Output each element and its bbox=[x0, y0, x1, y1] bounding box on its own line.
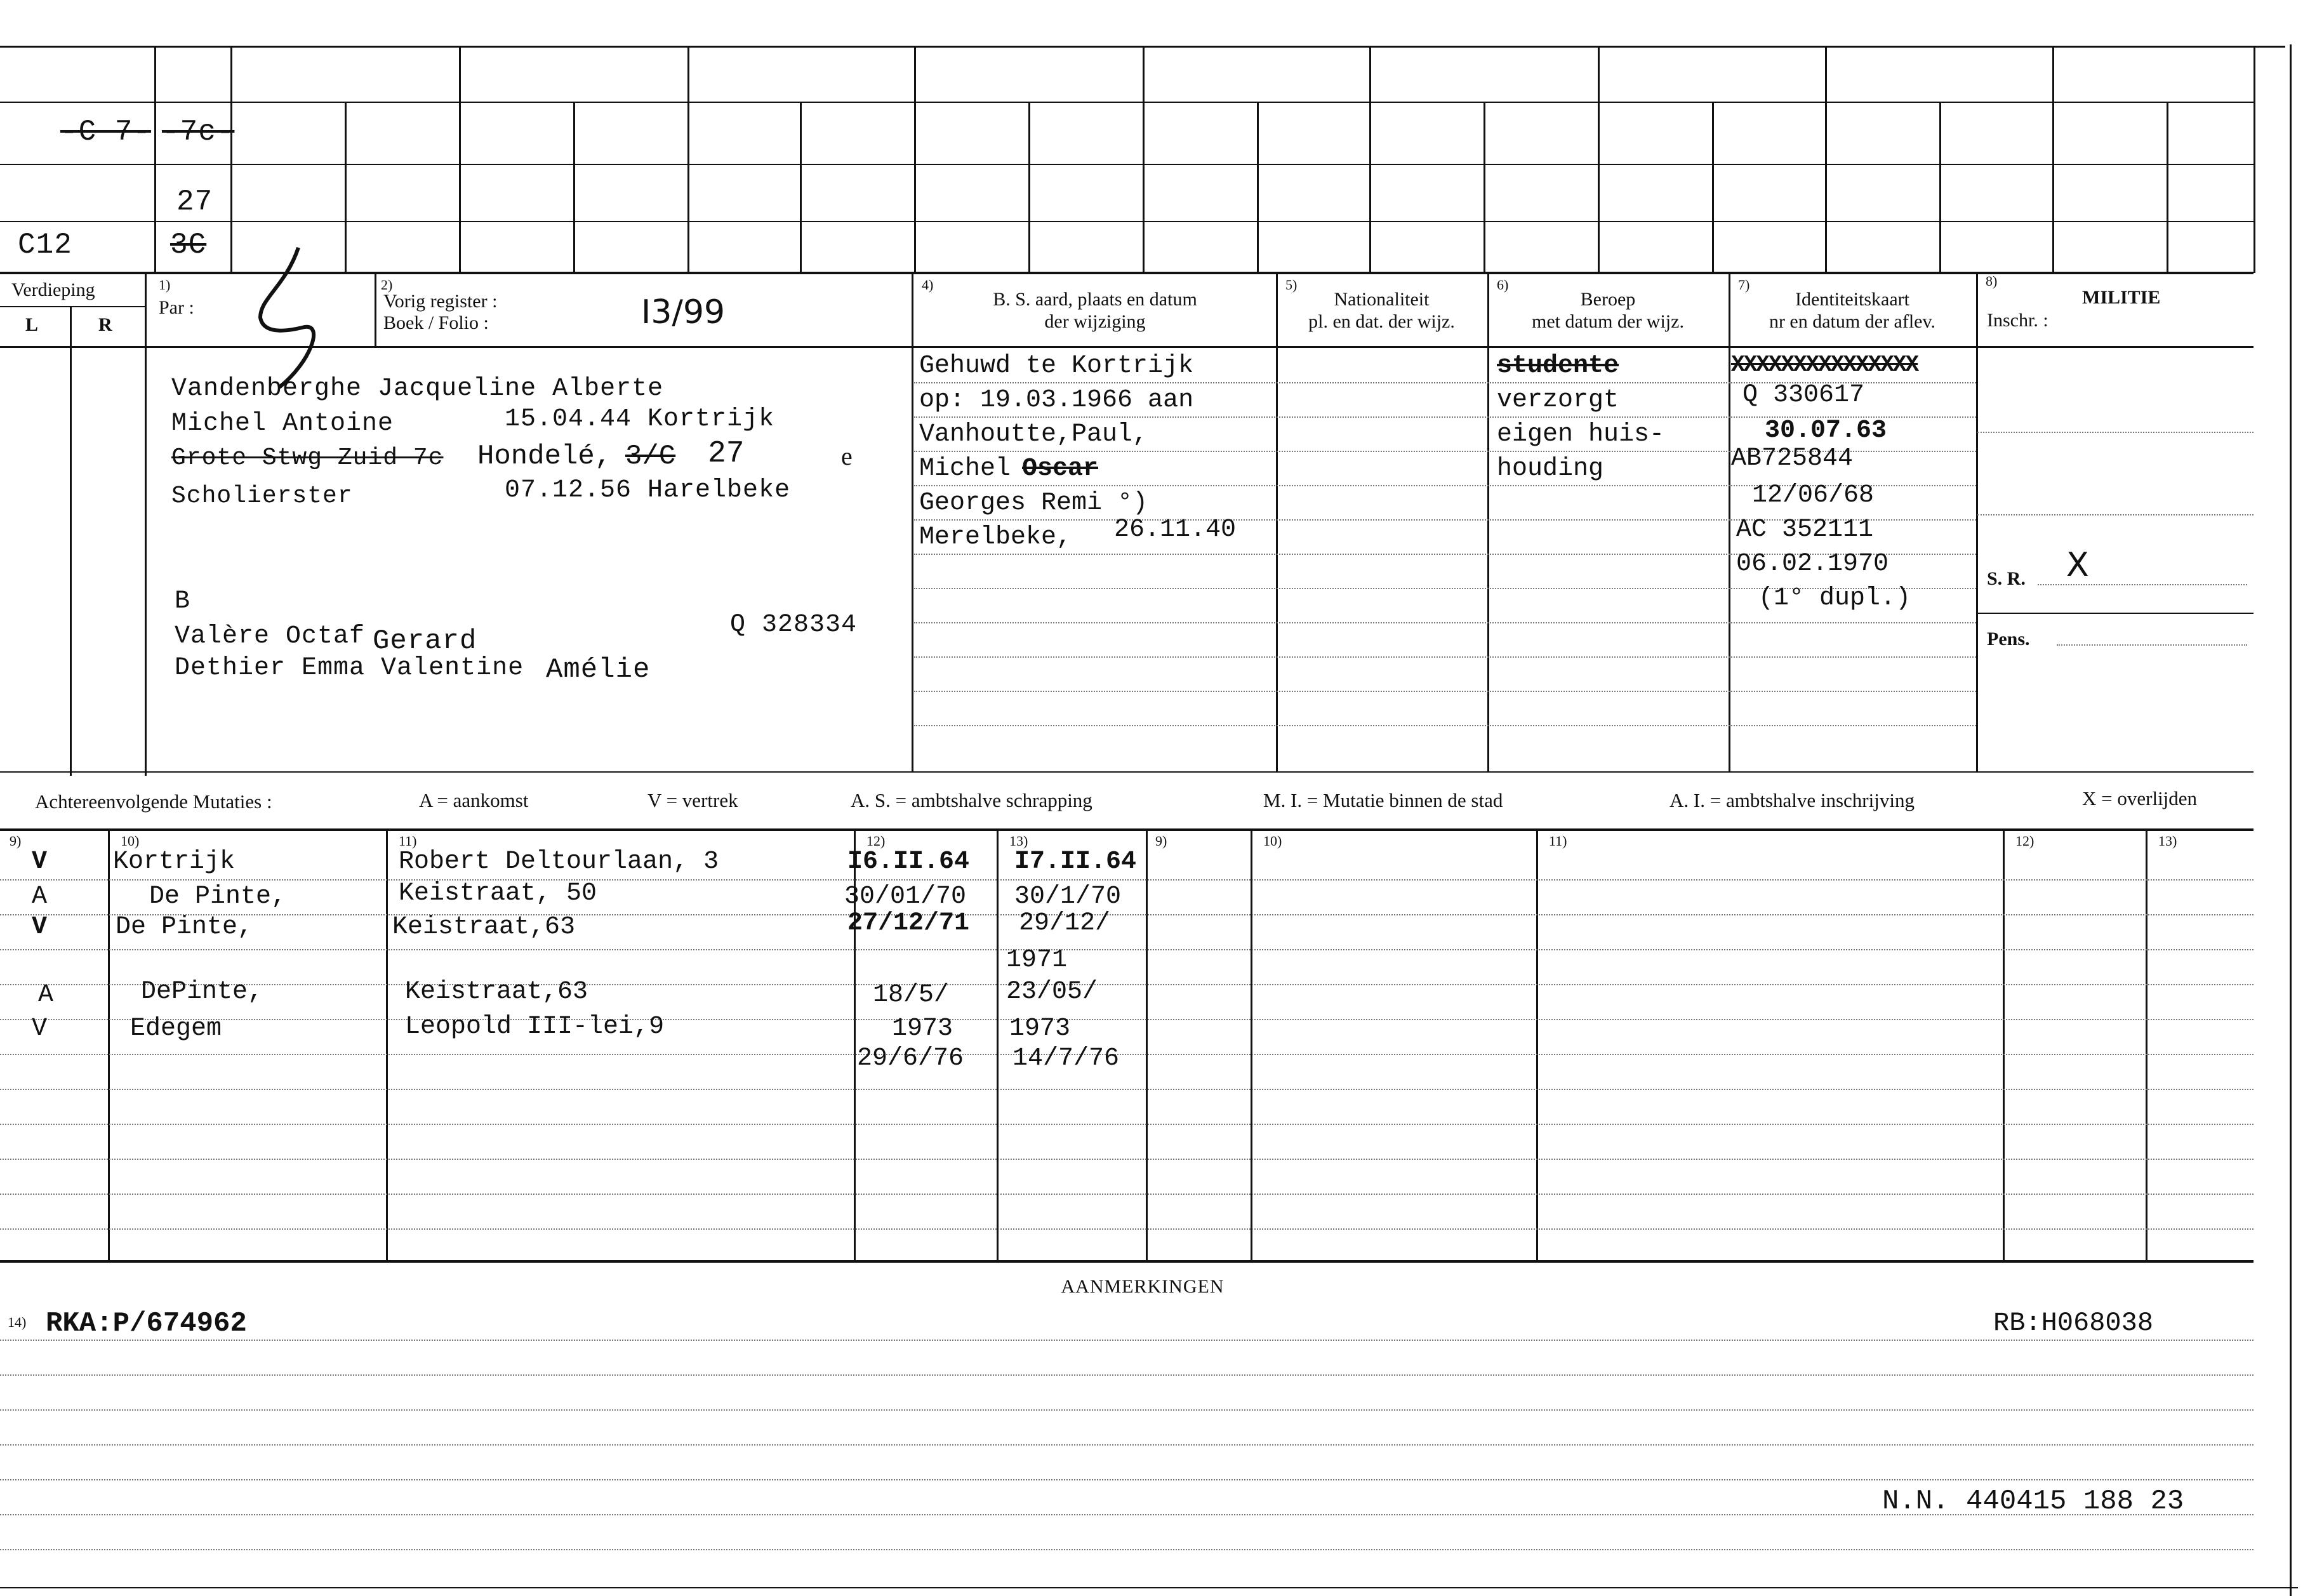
remarks-rka: RKA:P/674962 bbox=[46, 1308, 247, 1340]
mut-type: V bbox=[32, 848, 48, 876]
person-father: Valère Octaf bbox=[175, 622, 366, 651]
identiteit-label-2: nr en datum der aflev. bbox=[1769, 311, 1936, 332]
id-line-0: Q 330617 bbox=[1742, 381, 1865, 409]
mut-date2: 14/7/76 bbox=[1012, 1044, 1120, 1073]
col8-num: 8) bbox=[1986, 273, 1998, 289]
mut-date2: 30/1/70 bbox=[1014, 882, 1122, 911]
person-birth: 15.04.44 Kortrijk bbox=[505, 405, 775, 434]
legend-v: V = vertrek bbox=[647, 789, 738, 811]
mut-col13b: 13) bbox=[2158, 833, 2177, 849]
mut-col12b: 12) bbox=[2015, 833, 2035, 849]
mut-date2: 1973 bbox=[1009, 1014, 1071, 1043]
nationaliteit-label-1: Nationaliteit bbox=[1334, 289, 1430, 310]
mut-col10b: 10) bbox=[1263, 833, 1282, 849]
bs-line-2: Vanhoutte,Paul, bbox=[919, 420, 1148, 449]
mut-date1: 1973 bbox=[892, 1014, 953, 1043]
remarks-nn: N.N. 440415 188 23 bbox=[1882, 1486, 2184, 1517]
id-line-1: 30.07.63 bbox=[1765, 416, 1887, 445]
l-label: L bbox=[25, 314, 39, 335]
mut-type: V bbox=[32, 913, 48, 941]
boek-folio-label: Boek / Folio : bbox=[383, 312, 489, 333]
person-father-extra: Gerard bbox=[373, 625, 477, 657]
person-house-number: 27 bbox=[708, 437, 745, 471]
col4-num: 4) bbox=[922, 277, 934, 293]
person-place: Hondelé, bbox=[477, 441, 612, 472]
legend-x: X = overlijden bbox=[2082, 787, 2198, 809]
mut-col9: 9) bbox=[10, 833, 22, 849]
mut-col11b: 11) bbox=[1549, 833, 1567, 849]
id-line-6: (1° dupl.) bbox=[1758, 584, 1911, 613]
mut-place: Edegem bbox=[130, 1014, 222, 1043]
mut-type: A bbox=[32, 882, 48, 911]
nationaliteit-label-2: pl. en dat. der wijz. bbox=[1308, 311, 1455, 332]
beroep-line-1: eigen huis- bbox=[1497, 420, 1665, 449]
frame-bottom-line bbox=[0, 1587, 2298, 1588]
mut-col12: 12) bbox=[866, 833, 886, 849]
person-occupation: Scholierster bbox=[171, 482, 353, 510]
grid-cell-c7: -C 7- bbox=[60, 116, 152, 149]
mut-date1: 30/01/70 bbox=[844, 882, 967, 911]
frame-right-line bbox=[2290, 44, 2292, 1596]
person-old-address: Grote Stwg Zuid 7c bbox=[171, 444, 444, 472]
id-line-2: AB725844 bbox=[1731, 444, 1854, 473]
boek-folio-value: I3/99 bbox=[641, 293, 726, 331]
mut-col10: 10) bbox=[121, 833, 140, 849]
mut-col9b: 9) bbox=[1155, 833, 1167, 849]
mut-date2: 23/05/ bbox=[1006, 978, 1098, 1006]
person-name: Michel Antoine bbox=[171, 409, 394, 438]
inschr-label: Inschr. : bbox=[1987, 310, 2048, 331]
id-line-3: 12/06/68 bbox=[1752, 481, 1875, 510]
mut-address: Leopold III-lei,9 bbox=[405, 1013, 665, 1041]
mut-place: De Pinte, bbox=[149, 882, 287, 911]
bs-line-4: Georges Remi °) bbox=[919, 489, 1148, 517]
mut-address: Keistraat,63 bbox=[392, 913, 576, 941]
mut-address: Robert Deltourlaan, 3 bbox=[399, 848, 719, 876]
beroep-line-0: verzorgt bbox=[1497, 386, 1619, 415]
mut-date1: 29/6/76 bbox=[857, 1044, 964, 1073]
vorig-register-label: Vorig register : bbox=[383, 291, 498, 312]
mut-date1: I6.II.64 bbox=[847, 848, 970, 876]
remarks-title: AANMERKINGEN bbox=[1061, 1276, 1225, 1297]
grid-number-27: 27 bbox=[176, 185, 213, 218]
legend-a: A = aankomst bbox=[419, 789, 529, 811]
remarks-rb: RB:H068038 bbox=[1993, 1308, 2154, 1338]
legend-title: Achtereenvolgende Mutaties : bbox=[35, 790, 272, 813]
mut-col13: 13) bbox=[1009, 833, 1028, 849]
legend-mi: M. I. = Mutatie binnen de stad bbox=[1263, 789, 1503, 811]
r-label: R bbox=[98, 314, 112, 335]
mut-col11: 11) bbox=[399, 833, 417, 849]
grid-code-c12: C12 bbox=[18, 229, 72, 262]
mut-date2: 1971 bbox=[1006, 946, 1068, 974]
grid-struck-3c: 3C bbox=[170, 229, 207, 262]
id-struck: XXXXXXXXXXXXXXX bbox=[1731, 352, 1918, 378]
pens-label: Pens. bbox=[1987, 628, 2030, 649]
grid-cell-7c: -7c- bbox=[162, 116, 235, 149]
mut-place: De Pinte, bbox=[116, 913, 253, 941]
person-b: B bbox=[175, 587, 191, 616]
person-mother-extra: Amélie bbox=[546, 654, 651, 686]
verdieping-label: Verdieping bbox=[11, 279, 95, 300]
remarks-num: 14) bbox=[8, 1314, 27, 1330]
col1-num: 1) bbox=[159, 277, 171, 293]
col7-num: 7) bbox=[1738, 277, 1750, 293]
beroep-label-1: Beroep bbox=[1580, 289, 1636, 310]
bs-struck: Oscar bbox=[1022, 455, 1099, 483]
col5-num: 5) bbox=[1285, 277, 1298, 293]
person-date: 07.12.56 Harelbeke bbox=[505, 476, 791, 505]
person-old-box: 3/C bbox=[625, 441, 676, 472]
person-mother: Dethier Emma Valentine bbox=[175, 654, 524, 682]
mut-date2: 29/12/ bbox=[1019, 909, 1111, 938]
bs-line-5: Merelbeke, bbox=[919, 523, 1072, 552]
bs-label-1: B. S. aard, plaats en datum bbox=[993, 289, 1197, 310]
legend-as: A. S. = ambtshalve schrapping bbox=[851, 789, 1092, 811]
mut-date1: 18/5/ bbox=[873, 981, 950, 1009]
bs-line-3: Michel bbox=[919, 455, 1011, 483]
bs-line-6: 26.11.40 bbox=[1114, 515, 1237, 544]
id-line-4: AC 352111 bbox=[1736, 515, 1874, 544]
bs-line-1: op: 19.03.1966 aan bbox=[919, 386, 1194, 415]
identiteit-label-1: Identiteitskaart bbox=[1795, 289, 1909, 310]
person-line1: Vandenberghe Jacqueline Alberte bbox=[171, 375, 664, 403]
sr-value: X bbox=[2066, 546, 2089, 584]
person-e-mark: e bbox=[841, 442, 853, 470]
bs-line-0: Gehuwd te Kortrijk bbox=[919, 352, 1194, 380]
mut-date2: I7.II.64 bbox=[1014, 848, 1137, 876]
beroep-struck: studente bbox=[1497, 352, 1619, 380]
beroep-label-2: met datum der wijz. bbox=[1532, 311, 1684, 332]
person-id-number: Q 328334 bbox=[730, 611, 858, 639]
mut-date1: 27/12/71 bbox=[847, 909, 970, 938]
mut-address: Keistraat, 50 bbox=[399, 879, 597, 908]
par-label: Par : bbox=[159, 297, 194, 318]
legend-ai: A. I. = ambtshalve inschrijving bbox=[1669, 789, 1915, 811]
mut-type: A bbox=[38, 981, 54, 1009]
sr-label: S. R. bbox=[1987, 568, 2026, 589]
militie-label: MILITIE bbox=[2082, 287, 2161, 308]
id-line-5: 06.02.1970 bbox=[1736, 550, 1889, 578]
handwritten-checkmark bbox=[241, 241, 343, 394]
mut-place: Kortrijk bbox=[113, 848, 236, 876]
mut-type: V bbox=[32, 1014, 48, 1043]
mut-address: Keistraat,63 bbox=[405, 978, 588, 1006]
mut-place: DePinte, bbox=[141, 978, 263, 1006]
beroep-line-2: houding bbox=[1497, 455, 1604, 483]
col2-num: 2) bbox=[381, 277, 393, 293]
col6-num: 6) bbox=[1497, 277, 1509, 293]
bs-label-2: der wijziging bbox=[1044, 311, 1146, 332]
